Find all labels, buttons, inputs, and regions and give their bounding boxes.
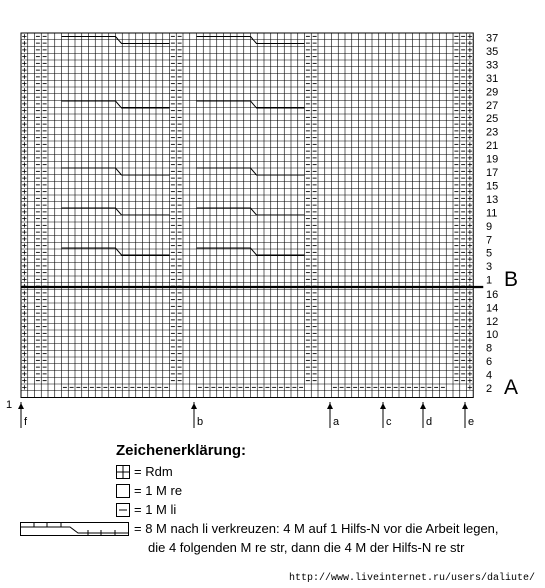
- marker-label: f: [24, 416, 28, 428]
- knit-symbol-icon: [116, 484, 130, 498]
- row-label: 27: [486, 99, 499, 112]
- row-label: 21: [486, 140, 499, 153]
- row-label: 17: [486, 167, 499, 179]
- row-label: 16: [486, 289, 499, 301]
- marker-label: b: [197, 416, 204, 428]
- row-label: 12: [486, 315, 499, 328]
- row-label: 35: [486, 45, 499, 58]
- marker-label: d: [426, 416, 433, 428]
- row-label: 1: [486, 274, 493, 287]
- marker-arrow-icon: [18, 403, 24, 409]
- row-label: 3: [486, 261, 493, 274]
- section-label-b: B: [504, 268, 519, 291]
- legend-title: Zeichenerklärung:: [116, 442, 247, 459]
- start-row-label: 1: [6, 399, 13, 411]
- row-label: 9: [486, 220, 493, 233]
- legend-text-rdm: = Rdm: [134, 464, 173, 479]
- marker-arrow-icon: [462, 403, 468, 409]
- marker-arrow-icon: [191, 403, 197, 409]
- legend-text-knit: = 1 M re: [134, 483, 183, 498]
- row-label: 23: [486, 126, 499, 139]
- marker-label: e: [468, 416, 475, 428]
- chart-labels: [6, 33, 518, 429]
- row-label: 31: [486, 72, 499, 85]
- legend-text-purl: = 1 M li: [134, 502, 177, 517]
- rdm-symbol-icon: [116, 465, 130, 479]
- section-label-a: A: [504, 376, 519, 399]
- row-label: 7: [486, 234, 493, 247]
- source-url[interactable]: http://www.liveinternet.ru/users/daliute/: [288, 573, 535, 584]
- row-label: 15: [486, 180, 499, 193]
- marker-arrow-icon: [420, 403, 426, 409]
- row-label: 25: [486, 113, 499, 126]
- row-label: 2: [486, 382, 493, 395]
- row-label: 37: [486, 32, 499, 45]
- purl-symbol-icon: [116, 503, 130, 517]
- legend-text-cable-2: die 4 folgenden M re str, dann die 4 M der Hilfs-N re str: [148, 540, 465, 555]
- chart-symbols: [22, 34, 472, 389]
- row-label: 33: [486, 59, 499, 72]
- legend-text-cable: = 8 M nach li verkreuzen: 4 M auf 1 Hilfs-N vor die Arbeit legen,: [134, 521, 499, 536]
- cable-symbol-icon: [20, 522, 130, 536]
- row-label: 11: [486, 207, 498, 220]
- marker-arrow-icon: [327, 403, 333, 409]
- row-label: 5: [486, 247, 493, 260]
- row-label: 4: [486, 369, 493, 382]
- marker-arrow-icon: [380, 403, 386, 409]
- row-label: 14: [486, 302, 499, 315]
- marker-label: c: [386, 416, 392, 428]
- row-label: 29: [486, 86, 499, 99]
- chart-grid: [21, 33, 483, 398]
- legend: [0, 440, 545, 560]
- row-label: 19: [486, 153, 499, 166]
- row-label: 13: [486, 193, 499, 206]
- row-label: 8: [486, 342, 493, 355]
- row-label: 6: [486, 356, 493, 368]
- marker-label: a: [333, 416, 340, 428]
- row-label: 10: [486, 329, 499, 342]
